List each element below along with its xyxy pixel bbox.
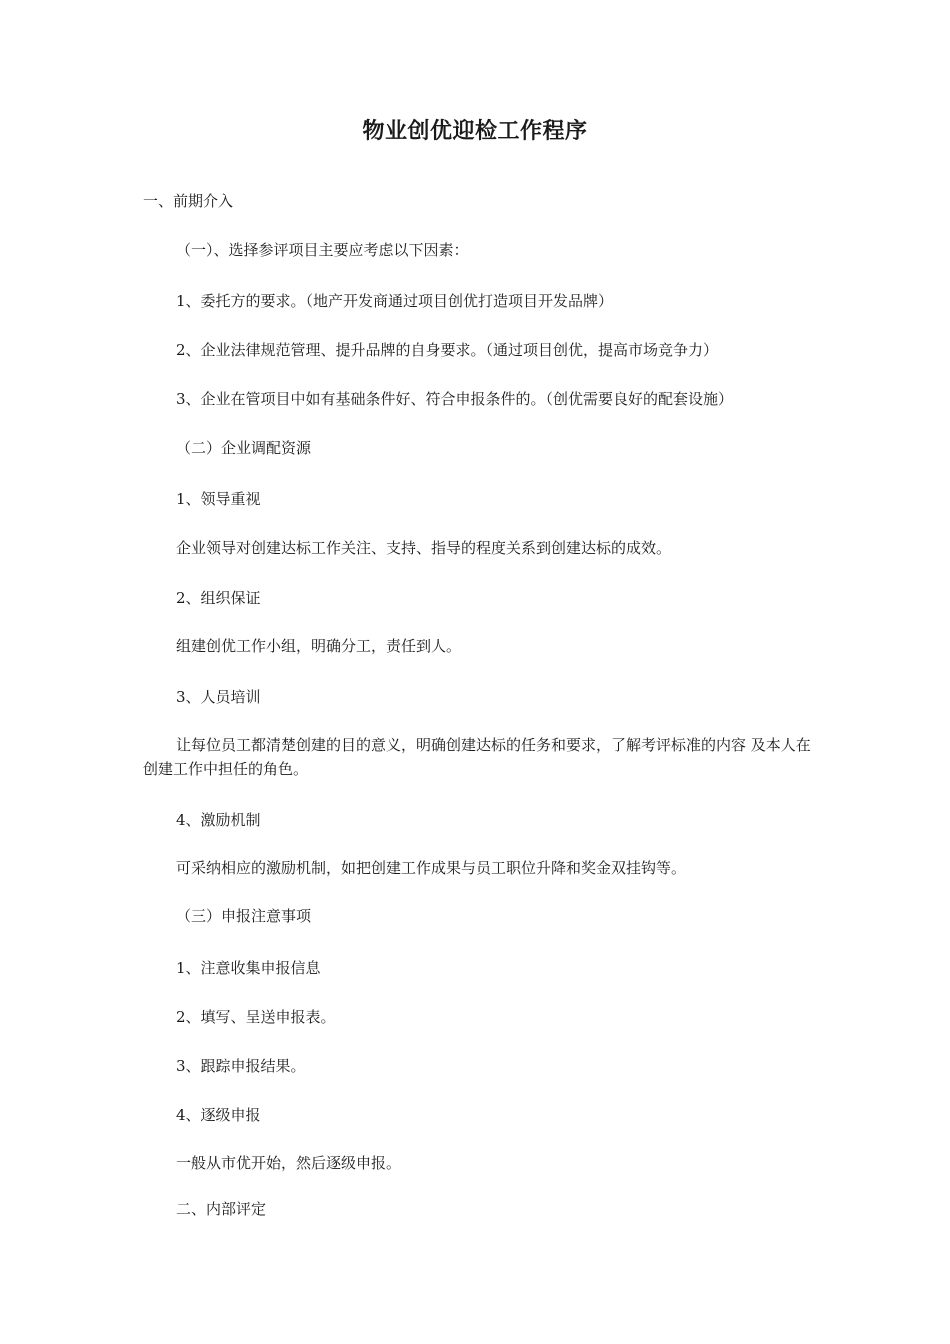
list-item-training: 3、人员培训	[176, 688, 261, 706]
paragraph-organization: 组建创优工作小组，明确分工，责任到人。	[176, 637, 462, 655]
list-item-track-results: 3、跟踪申报结果。	[176, 1057, 306, 1075]
list-item-enterprise-requirements: 2、企业法律规范管理、提升品牌的自身要求。（通过项目创优，提高市场竞争力）	[176, 341, 719, 359]
paragraph-training: 让每位员工都清楚创建的目的意义，明确创建达标的任务和要求，了解考评标准的内容 及本人在创建工作中担任的角色。	[143, 736, 811, 778]
subsection-heading-application-notes: （三）申报注意事项	[176, 907, 312, 925]
section-heading-early-involvement: 一、前期介入	[143, 192, 234, 210]
paragraph-leadership: 企业领导对创建达标工作关注、支持、指导的程度关系到创建达标的成效。	[176, 539, 672, 557]
list-item-client-requirements: 1、委托方的要求。（地产开发商通过项目创优打造项目开发品牌）	[176, 292, 614, 310]
list-item-leadership: 1、领导重视	[176, 490, 261, 508]
list-item-organization: 2、组织保证	[176, 589, 261, 607]
paragraph-incentives: 可采纳相应的激励机制，如把创建工作成果与员工职位升降和奖金双挂钩等。	[176, 859, 687, 877]
subsection-heading-project-selection: （一）、选择参评项目主要应考虑以下因素：	[176, 241, 469, 259]
section-heading-internal-evaluation: 二、内部评定	[176, 1200, 267, 1218]
list-item-submit-form: 2、填写、呈送申报表。	[176, 1008, 336, 1026]
list-item-collect-info: 1、注意收集申报信息	[176, 959, 321, 977]
subsection-heading-resources: （二）企业调配资源	[176, 439, 312, 457]
list-item-stepwise-application: 4、逐级申报	[176, 1106, 261, 1124]
paragraph-stepwise-application: 一般从市优开始，然后逐级申报。	[176, 1154, 402, 1172]
document-title: 物业创优迎检工作程序	[362, 119, 588, 144]
list-item-incentives: 4、激励机制	[176, 811, 261, 829]
list-item-project-conditions: 3、企业在管项目中如有基础条件好、符合申报条件的。（创优需要良好的配套设施）	[176, 390, 734, 408]
